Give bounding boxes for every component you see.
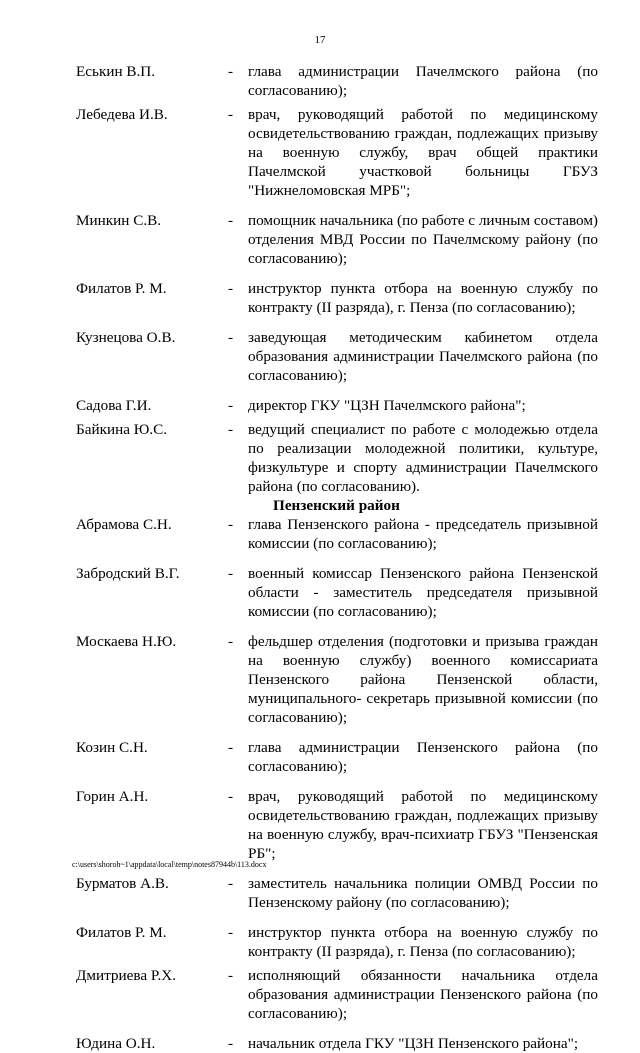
member-name: Филатов Р. М. [76, 924, 167, 941]
member-role: глава администрации Пензенского района (по согласованию); [248, 739, 598, 775]
member-role: инструктор пункта отбора на военную службу по контракту (II разряда), г. Пенза (по согласованию); [248, 924, 598, 960]
member-name: Еськин В.П. [76, 63, 156, 80]
list-item [76, 632, 598, 727]
file-path-footer: c:\users\shoroh~1\appdata\local\temp\notes87944b\113.docx [72, 860, 267, 869]
member-role: глава Пензенского района - председатель призывной комиссии (по согласованию); [248, 516, 598, 552]
list-item [76, 515, 598, 553]
member-name: Москаева Н.Ю. [76, 633, 177, 650]
member-role: начальник отдела ГКУ "ЦЗН Пензенского района"; [248, 1035, 579, 1052]
member-name: Юдина О.Н. [76, 1035, 156, 1052]
list-item [76, 787, 598, 863]
separator-dash: - [228, 875, 234, 892]
member-role: врач, руководящий работой по медицинскому освидетельствованию граждан, подлежащих призыву на военную службу, врач общей практики Пачелмской участковой больницы ГБУЗ "Нижнеломовская МРБ"; [248, 106, 598, 199]
member-name: Абрамова С.Н. [76, 516, 172, 533]
separator-dash: - [228, 106, 234, 123]
separator-dash: - [228, 280, 234, 297]
member-name: Лебедева И.В. [76, 106, 168, 123]
member-name: Байкина Ю.С. [76, 421, 168, 438]
separator-dash: - [228, 212, 234, 229]
list-item [76, 279, 598, 317]
member-name: Бурматов А.В. [76, 875, 169, 892]
member-name: Горин А.Н. [76, 788, 149, 805]
separator-dash: - [228, 788, 234, 805]
list-item [76, 396, 598, 415]
separator-dash: - [228, 565, 234, 582]
page-number: 17 [314, 34, 326, 46]
list-item [76, 105, 598, 200]
list-item [76, 923, 598, 961]
member-role: исполняющий обязанности начальника отдела образования администрации Пензенского района (по согласованию); [248, 967, 598, 1022]
member-role: директор ГКУ "ЦЗН Пачелмского района"; [248, 397, 526, 414]
member-list [76, 62, 598, 1053]
separator-dash: - [228, 397, 234, 414]
list-item [76, 738, 598, 776]
member-name: Козин С.Н. [76, 739, 148, 756]
member-role: ведущий специалист по работе с молодежью отдела по реализации молодежной политики, культуре, физкультуре и спорту администрации Пачелмского района (по согласованию). [248, 421, 598, 495]
list-item [76, 564, 598, 621]
member-name: Забродский В.Г. [76, 565, 180, 582]
member-role: заместитель начальника полиции ОМВД России по Пензенскому району (по согласованию); [248, 875, 598, 911]
separator-dash: - [228, 739, 234, 756]
member-name: Садова Г.И. [76, 397, 152, 414]
member-role: врач, руководящий работой по медицинскому освидетельствованию граждан, подлежащих призыву на военную службу, врач-психиатр ГБУЗ "Пензенская РБ"; [248, 788, 598, 862]
member-role: военный комиссар Пензенского района Пензенской области - заместитель председателя призывной комиссии (по согласованию); [248, 565, 598, 620]
separator-dash: - [228, 329, 234, 346]
separator-dash: - [228, 63, 234, 80]
list-item [76, 1034, 598, 1053]
separator-dash: - [228, 516, 234, 533]
separator-dash: - [228, 633, 234, 650]
list-item [76, 62, 598, 100]
member-name: Кузнецова О.В. [76, 329, 176, 346]
member-role: помощник начальника (по работе с личным составом) отделения МВД России по Пачелмскому району (по согласованию); [248, 212, 598, 267]
list-item [76, 420, 598, 496]
list-item [76, 966, 598, 1023]
separator-dash: - [228, 967, 234, 984]
member-role: глава администрации Пачелмского района (по согласованию); [248, 63, 598, 99]
list-item [76, 211, 598, 268]
district-heading: Пензенский район [273, 497, 400, 514]
list-item [76, 874, 598, 912]
member-name: Дмитриева Р.Х. [76, 967, 177, 984]
member-role: фельдшер отделения (подготовки и призыва граждан на военную службу) военного комиссариата Пензенского района Пензенской области, муниципального- секретарь призывной комиссии (по согласованию); [248, 633, 598, 726]
separator-dash: - [228, 924, 234, 941]
separator-dash: - [228, 421, 234, 438]
separator-dash: - [228, 1035, 234, 1052]
member-name: Минкин С.В. [76, 212, 162, 229]
member-role: заведующая методическим кабинетом отдела образования администрации Пачелмского района (по согласованию); [248, 329, 598, 384]
member-role: инструктор пункта отбора на военную службу по контракту (II разряда), г. Пенза (по согласованию); [248, 280, 598, 316]
list-item [76, 328, 598, 385]
member-name: Филатов Р. М. [76, 280, 167, 297]
